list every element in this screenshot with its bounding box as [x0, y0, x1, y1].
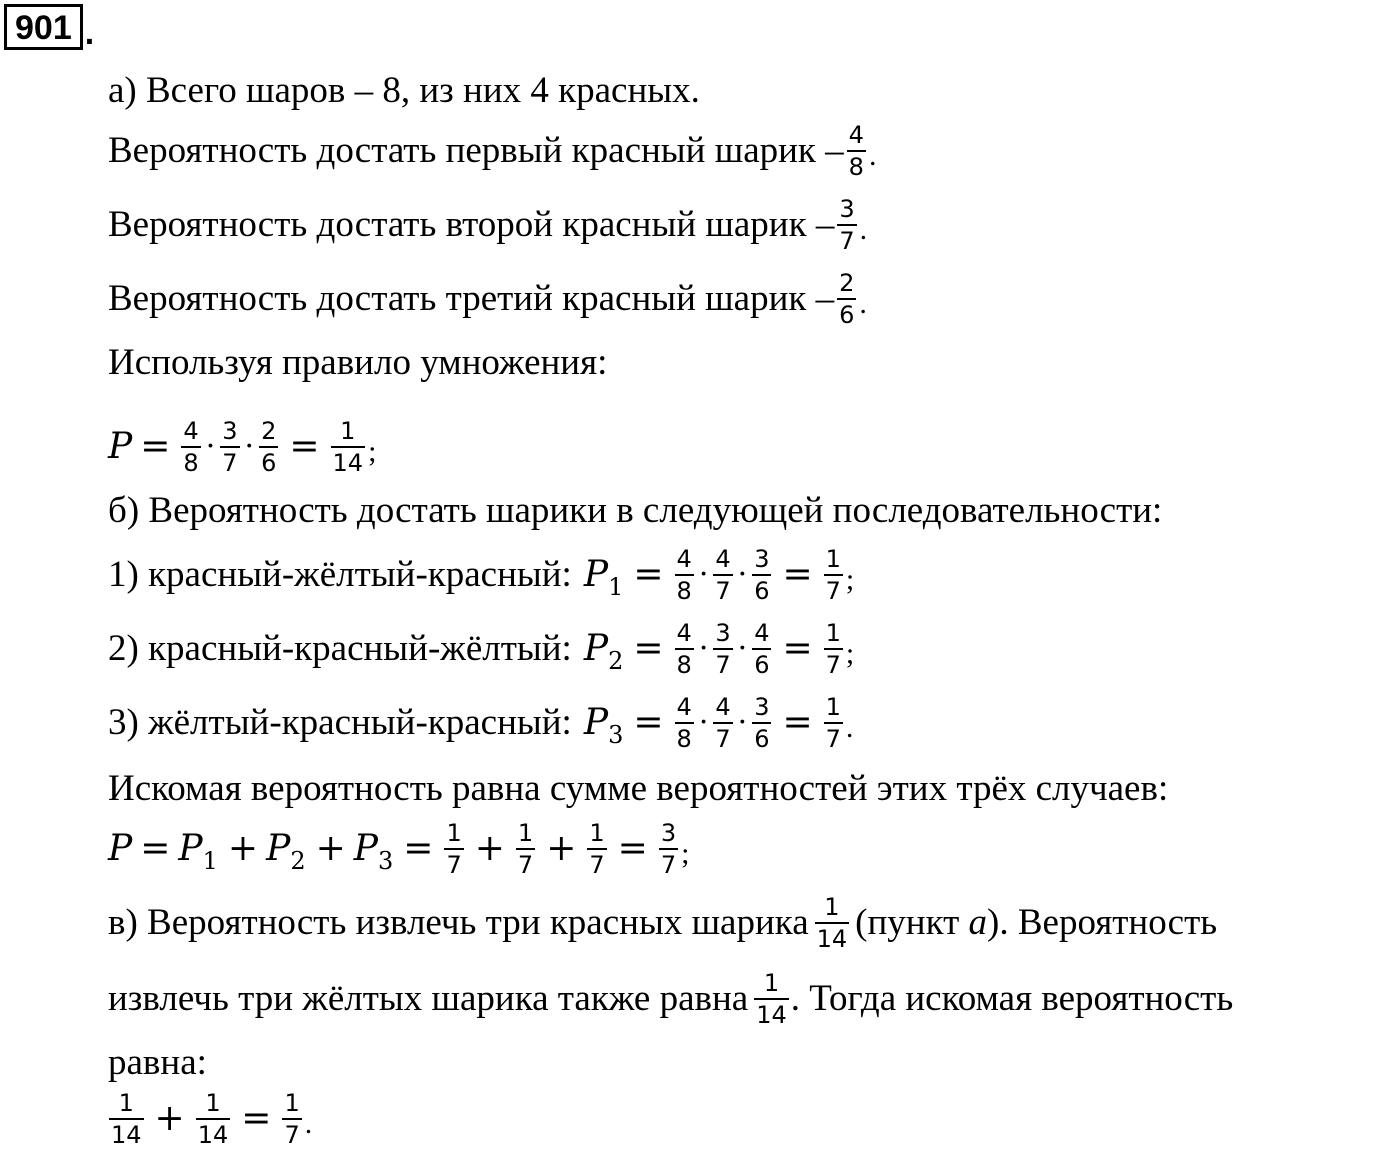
- part-b-line-1: [108, 474, 1162, 548]
- part-b-case-2: 2) красный-красный-жёлтый: P 2 = $\frac{4}{8}$ · $\frac{3}{7}$ · $\frac{4}{6}$ = $\frac{1}{7}$ ;: [108, 619, 855, 679]
- problem-number-dot: .: [84, 14, 95, 52]
- part-a-line-2: Вероятность достать первый красный шарик – $\frac{4}{8}$ .: [108, 121, 877, 181]
- part-a-line-5: [108, 326, 607, 400]
- part-c-line-2: извлечь три жёлтых шарика также равна $\frac{1}{14}$ . Тогда искомая вероятность: [108, 969, 1234, 1029]
- part-c-line-3: равна:: [108, 1042, 207, 1083]
- fraction: $\frac{2}{6}$: [839, 269, 855, 329]
- part-a-text-3: Вероятность достать второй красный шарик –: [108, 204, 835, 245]
- problem-number-box: 901: [4, 4, 83, 50]
- part-a-line-3: Вероятность достать второй красный шарик – $\frac{3}{7}$ .: [108, 195, 868, 255]
- part-b-text-1: б) Вероятность достать шарики в следующей последовательности:: [108, 490, 1163, 531]
- part-a-line-4: Вероятность достать третий красный шарик – $\frac{2}{6}$ .: [108, 269, 867, 329]
- part-b-text-5: Искомая вероятность равна сумме вероятностей этих трёх случаев:: [108, 768, 1169, 809]
- fraction: $\frac{3}{7}$: [839, 195, 855, 255]
- part-b-case-1: 1) красный-жёлтый-красный: P 1 = $\frac{4}{8}$ · $\frac{4}{7}$ · $\frac{3}{6}$ = $\frac{1}{7}$ ;: [108, 545, 855, 605]
- part-a-equation: P = $\frac{4}{8}$ · $\frac{3}{7}$ · $\frac{2}{6}$ = $\frac{1}{14}$ ;: [108, 417, 377, 477]
- part-c-line-1: в) Вероятность извлечь три красных шарика $\frac{1}{14}$ (пункт а ). Вероятность: [108, 893, 1218, 953]
- part-a-text-5: Используя правило умножения:: [108, 342, 608, 383]
- part-a-text-4: Вероятность достать третий красный шарик –: [108, 278, 835, 319]
- problem-number: [4, 4, 94, 50]
- part-a-text-2: Вероятность достать первый красный шарик –: [108, 130, 844, 171]
- part-c-equation: $\frac{1}{14}$ + $\frac{1}{14}$ = $\frac{1}{7}$ .: [111, 1089, 313, 1149]
- fraction: $\frac{4}{8}$: [848, 121, 864, 181]
- part-b-sum-equation: P = P 1 + P 2 + P 3 = $\frac{1}{7}$ + $\frac{1}{7}$ + $\frac{1}{7}$ = $\frac{3}{7}$ ;: [108, 819, 690, 879]
- part-a-text-1: а) Всего шаров – 8, из них 4 красных.: [108, 70, 700, 111]
- part-b-case-3: 3) жёлтый-красный-красный: P 3 = $\frac{4}{8}$ · $\frac{4}{7}$ · $\frac{3}{6}$ = $\frac{1}{7}$ .: [108, 693, 854, 753]
